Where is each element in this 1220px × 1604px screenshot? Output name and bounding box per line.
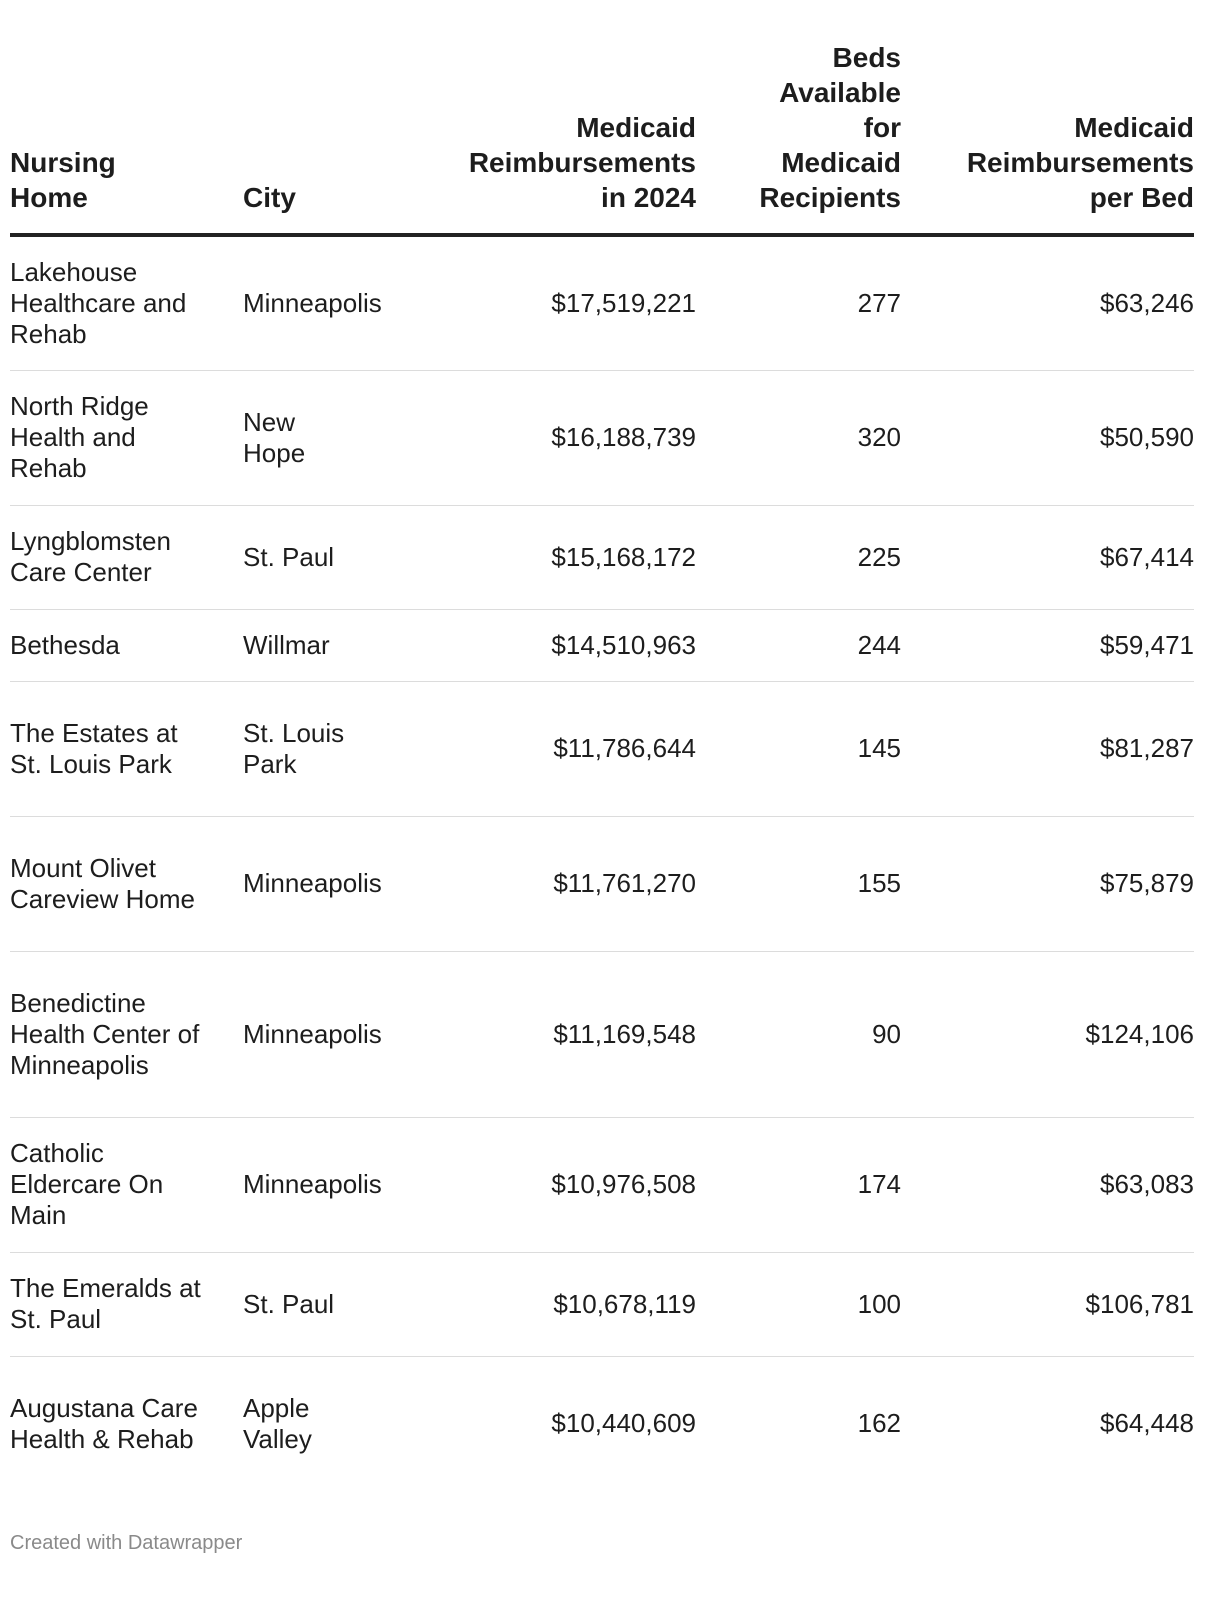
cell-reimbursements: $16,188,739 xyxy=(403,370,696,505)
cell-nursing-home: Lyngblomsten Care Center xyxy=(10,505,243,609)
column-header-nursing-home: Nursing Home xyxy=(10,40,243,235)
cell-reimbursements: $15,168,172 xyxy=(403,505,696,609)
cell-reimbursements: $17,519,221 xyxy=(403,235,696,370)
table-row xyxy=(10,370,1194,505)
cell-city: Minneapolis xyxy=(243,235,403,370)
cell-beds: 174 xyxy=(696,1117,901,1252)
table-row xyxy=(10,235,1194,370)
cell-reimbursements: $10,440,609 xyxy=(551,1408,696,1439)
cell-per-bed: $67,414 xyxy=(901,505,1194,609)
cell-city: St. Louis Park xyxy=(243,681,403,816)
cell-reimbursements: $11,169,548 xyxy=(403,951,696,1117)
cell-city: Minneapolis xyxy=(243,816,403,951)
cell-beds: 145 xyxy=(696,681,901,816)
cell-city: St. Paul xyxy=(243,1252,403,1356)
table-row xyxy=(10,951,1194,1117)
table-row xyxy=(10,1252,1194,1356)
cell-beds: 225 xyxy=(696,505,901,609)
cell-beds: 100 xyxy=(696,1252,901,1356)
cell-reimbursements: $14,510,963 xyxy=(403,609,696,681)
table-row xyxy=(10,505,1194,609)
nursing-home-table xyxy=(10,40,1194,1491)
cell-per-bed: $63,246 xyxy=(901,235,1194,370)
cell-beds: 244 xyxy=(696,609,901,681)
cell-nursing-home: Bethesda xyxy=(10,609,243,681)
cell-per-bed: $63,083 xyxy=(901,1117,1194,1252)
cell-beds: 90 xyxy=(696,951,901,1117)
cell-nursing-home: Lakehouse Healthcare and Rehab xyxy=(10,235,243,370)
cell-beds: 155 xyxy=(696,816,901,951)
cell-reimbursements: $11,786,644 xyxy=(403,681,696,816)
column-header-beds: Beds Available for Medicaid Recipients xyxy=(696,40,901,235)
table-header xyxy=(10,40,1194,235)
cell-nursing-home: North Ridge Health and Rehab xyxy=(10,370,243,505)
cell-beds: 320 xyxy=(696,370,901,505)
cell-per-bed: $124,106 xyxy=(901,951,1194,1117)
cell-per-bed: $50,590 xyxy=(901,370,1194,505)
column-header-per-bed: Medicaid Reimbursements per Bed xyxy=(901,40,1194,235)
cell-reimbursements: $10,976,508 xyxy=(403,1117,696,1252)
cell-per-bed: $75,879 xyxy=(901,816,1194,951)
cell-per-bed: $64,448 xyxy=(1100,1408,1194,1439)
cell-city: Minneapolis xyxy=(243,1117,403,1252)
table-row xyxy=(10,816,1194,951)
header-row xyxy=(10,40,1194,235)
cell-city: St. Paul xyxy=(243,505,403,609)
cell-city: New Hope xyxy=(243,370,403,505)
cell-nursing-home: The Estates at St. Louis Park xyxy=(10,681,243,816)
table-row xyxy=(10,1356,1194,1491)
datawrapper-credit: Created with Datawrapper xyxy=(10,1532,243,1554)
cell-nursing-home: Mount Olivet Careview Home xyxy=(10,816,243,951)
cell-nursing-home: Benedictine Health Center of Minneapolis xyxy=(10,951,243,1117)
cell-reimbursements: $11,761,270 xyxy=(403,816,696,951)
cell-per-bed: $106,781 xyxy=(901,1252,1194,1356)
cell-city: Minneapolis xyxy=(243,951,403,1117)
cell-city: Apple Valley xyxy=(243,1392,312,1454)
cell-beds: 162 xyxy=(857,1408,901,1439)
cell-city: Willmar xyxy=(243,609,403,681)
cell-per-bed: $59,471 xyxy=(901,609,1194,681)
table-body xyxy=(10,235,1194,1491)
table-row xyxy=(10,1117,1194,1252)
column-header-city: City xyxy=(243,40,403,235)
table-row xyxy=(10,609,1194,681)
cell-beds: 277 xyxy=(696,235,901,370)
cell-nursing-home: Catholic Eldercare On Main xyxy=(10,1117,243,1252)
cell-per-bed: $81,287 xyxy=(901,681,1194,816)
cell-nursing-home: Augustana Care Health & Rehab xyxy=(10,1392,198,1454)
table-row xyxy=(10,681,1194,816)
cell-reimbursements: $10,678,119 xyxy=(403,1252,696,1356)
column-header-reimbursements: Medicaid Reimbursements in 2024 xyxy=(403,40,696,235)
cell-nursing-home: The Emeralds at St. Paul xyxy=(10,1252,243,1356)
